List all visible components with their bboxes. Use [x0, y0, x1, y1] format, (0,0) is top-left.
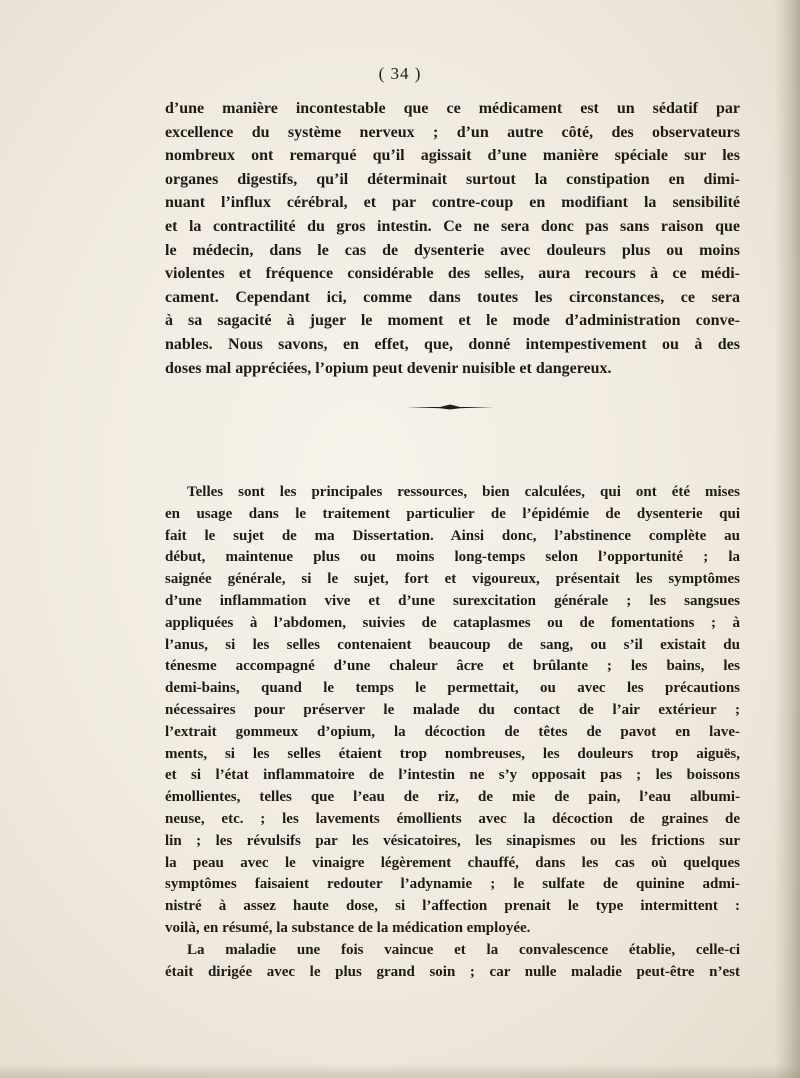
text-line: et si l’état inflammatoire de l’intestin ne s’y opposait pas ; les boissons: [165, 767, 740, 784]
text-line: nables. Nous savons, en effet, que, donné intempestivement ou à des: [165, 335, 740, 353]
text-line: voilà, en résumé, la substance de la médication employée.: [165, 919, 531, 936]
text-line: excellence du système nerveux ; d’un autre côté, des observateurs: [165, 123, 740, 141]
text-line: lin ; les révulsifs par les vésicatoires, les sinapismes ou les frictions sur: [165, 832, 740, 849]
text-line: nistré à assez haute dose, si l’affection prenait le type intermittent :: [165, 898, 740, 915]
text-line: doses mal appréciées, l’opium peut devenir nuisible et dangereux.: [165, 359, 612, 377]
text-line: l’anus, si les selles contenaient beaucoup de sang, ou s’il existait du: [165, 636, 740, 653]
text-line: nombreux ont remarqué qu’il agissait d’une manière spéciale sur les: [165, 147, 740, 165]
text-line: à sa sagacité à juger le moment et le mode d’administration conve-: [165, 312, 740, 330]
text-line: ténesme accompagné d’une chaleur âcre et brûlante ; les bains, les: [165, 658, 740, 675]
page-bottom-shadow: [0, 1064, 800, 1078]
text-line: nuant l’influx cérébral, et par contre-coup en modifiant la sensibilité: [165, 194, 740, 212]
text-line: Telles sont les principales ressources, bien calculées, qui ont été mises: [187, 484, 740, 500]
text-line: demi-bains, quand le temps le permettait, ou avec les précautions: [165, 680, 740, 697]
text-line: fait le sujet de ma Dissertation. Ainsi donc, l’abstinence complète au: [165, 527, 740, 544]
text-line: saignée générale, si le sujet, fort et vigoureux, présentait les symptômes: [165, 571, 740, 588]
text-line: émollientes, telles que l’eau de riz, de mie de pain, l’eau albumi-: [165, 789, 740, 806]
text-line: était dirigée avec le plus grand soin ; car nulle maladie peut-être n’est: [165, 963, 740, 980]
text-line: en usage dans le traitement particulier de l’épidémie de dysenterie qui: [165, 505, 740, 522]
text-line: La maladie une fois vaincue et la convalescence établie, celle-ci: [187, 941, 740, 958]
text-line: d’une manière incontestable que ce médicament est un sédatif par: [165, 100, 740, 117]
paragraph-opium: [165, 97, 740, 380]
text-line: d’une inflammation vive et d’une surexcitation générale ; les sangsues: [165, 592, 740, 609]
page-number: ( 34 ): [378, 64, 422, 83]
page-edge-shadow: [774, 0, 800, 1078]
text-line: cament. Cependant ici, comme dans toutes les circonstances, ce sera: [165, 288, 740, 306]
text-line: l’extrait gommeux d’opium, la décoction de têtes de pavot en lave-: [165, 723, 740, 740]
section-divider-ornament: [406, 404, 494, 410]
text-line: la peau avec le vinaigre légèrement chauffé, dans les cas où quelques: [165, 854, 740, 871]
text-line: ments, si les selles étaient trop nombreuses, les douleurs trop aiguës,: [165, 745, 740, 762]
text-line: et la contractilité du gros intestin. Ce ne sera donc pas sans raison que: [165, 217, 740, 235]
text-line: appliquées à l’abdomen, suivies de cataplasmes ou de fomentations ; à: [165, 614, 740, 631]
text-line: organes digestifs, qu’il déterminait surtout la constipation en dimi-: [165, 170, 740, 188]
paragraph-treatment: [165, 482, 740, 983]
text-line: symptômes faisaient redouter l’adynamie ; le sulfate de quinine admi-: [165, 876, 740, 893]
text-line: début, maintenue plus ou moins long-temps selon l’opportunité ; la: [165, 549, 740, 566]
text-line: nécessaires pour préserver le malade du contact de l’air extérieur ;: [165, 701, 740, 718]
text-line: neuse, etc. ; les lavements émollients avec la décoction de graines de: [165, 810, 740, 827]
text-line: violentes et fréquence considérable des selles, aura recours à ce médi-: [165, 265, 740, 283]
text-line: le médecin, dans le cas de dysenterie avec douleurs plus ou moins: [165, 241, 740, 259]
